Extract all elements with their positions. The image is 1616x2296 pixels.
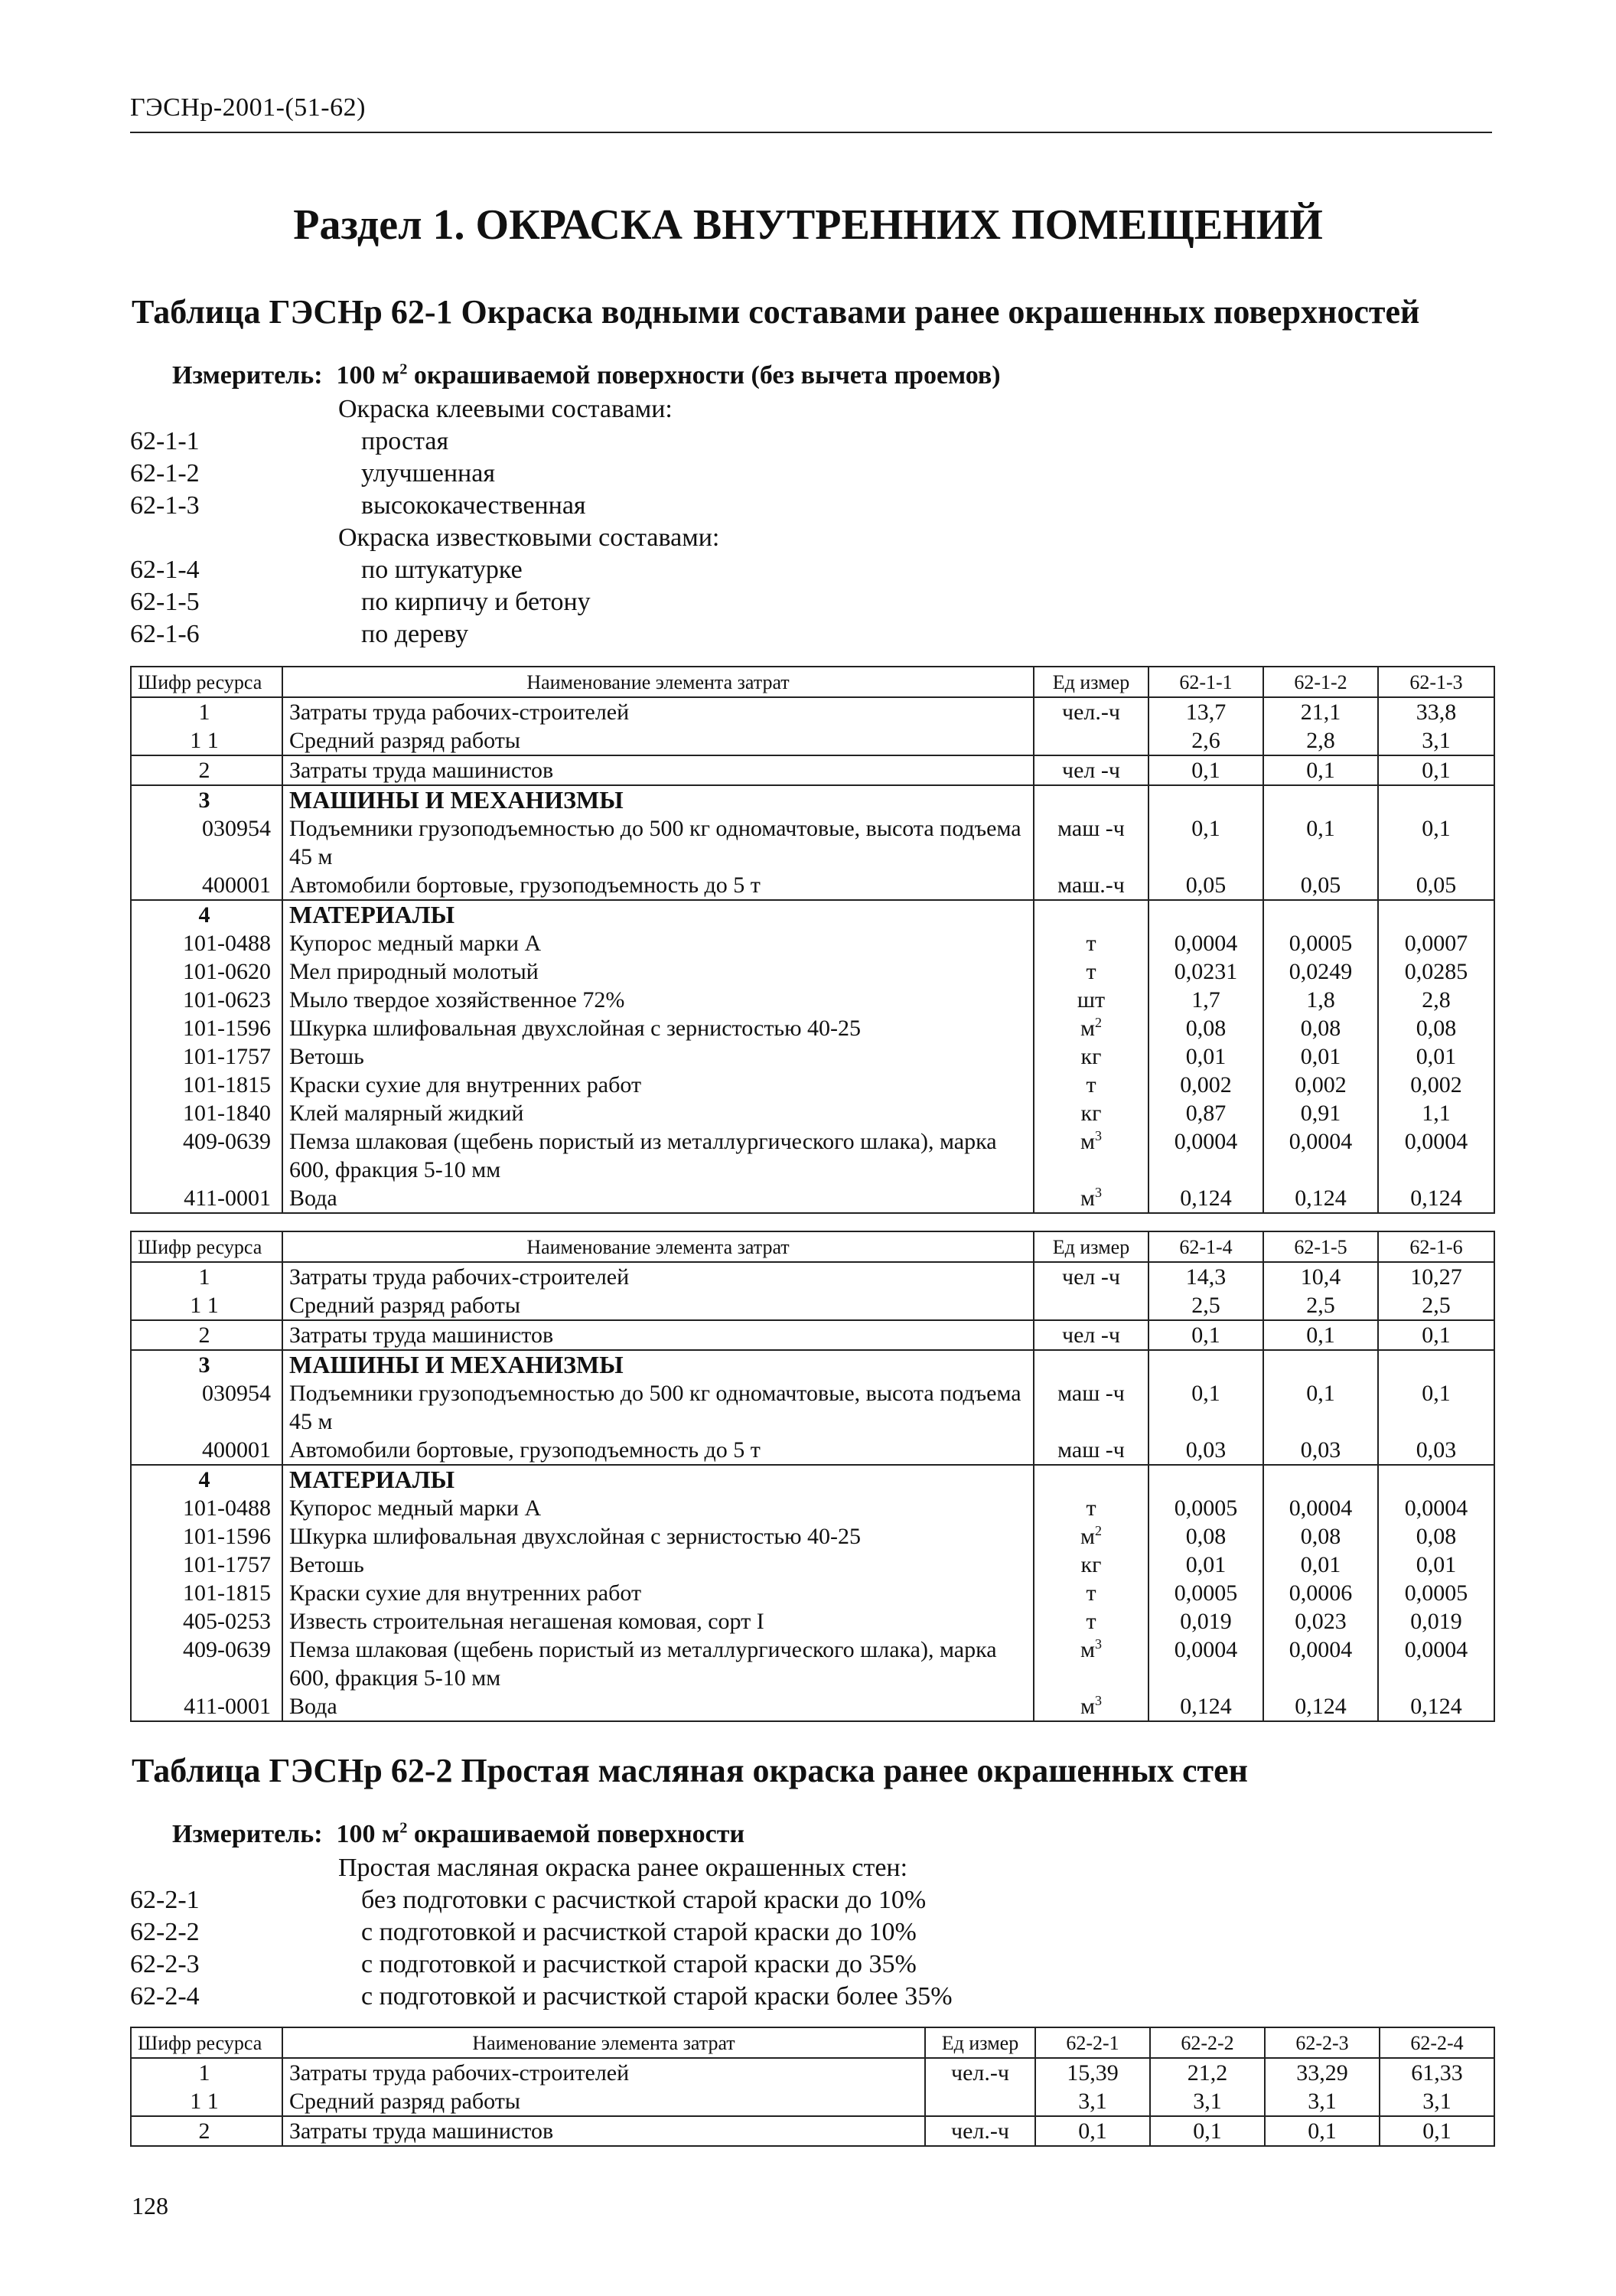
variant-item: 62-1-5 по кирпичу и бетону [130, 588, 591, 616]
resource-value [1148, 785, 1263, 814]
resource-unit [925, 2087, 1035, 2116]
table-62-2-meter [172, 1820, 744, 1849]
resource-name: Мыло твердое хозяйственное 72% [282, 986, 1034, 1014]
resource-code: 411-0001 [131, 1184, 282, 1213]
resource-value: 0,01 [1148, 1042, 1263, 1071]
resource-unit: маш.-ч [1034, 871, 1148, 900]
meter-label: Измеритель: [172, 361, 323, 390]
resource-code: 101-0620 [131, 957, 282, 986]
variant-item: 62-1-6 по дереву [130, 620, 469, 648]
resource-value: 0,124 [1378, 1184, 1494, 1213]
resource-unit: кг [1034, 1042, 1148, 1071]
resource-value: 0,124 [1148, 1184, 1263, 1213]
resource-unit: маш -ч [1034, 1436, 1148, 1465]
resource-value: 0,05 [1378, 871, 1494, 900]
table-row [131, 1291, 1494, 1320]
table-row [131, 1692, 1494, 1721]
resource-unit: кг [1034, 1099, 1148, 1127]
table-row [131, 900, 1494, 929]
resource-code: 1 [131, 2058, 282, 2087]
resource-value [1378, 900, 1494, 929]
resource-code: 2 [131, 2116, 282, 2146]
meter-unit-exponent: 2 [399, 1819, 408, 1837]
resource-name: Купорос медный марки А [282, 1494, 1034, 1522]
meter-description: окрашиваемой поверхности (без вычета проемов) [407, 361, 1001, 390]
resource-value: 1,1 [1378, 1099, 1494, 1127]
resource-code: 2 [131, 755, 282, 785]
resource-value [1263, 785, 1378, 814]
resource-name: Затраты труда рабочих-строителей [282, 697, 1034, 726]
table-row [131, 1127, 1494, 1184]
resource-value: 0,08 [1263, 1014, 1378, 1042]
resource-code: 1 1 [131, 2087, 282, 2116]
resource-value: 0,1 [1263, 1320, 1378, 1350]
table-row [131, 1379, 1494, 1436]
resource-value: 0,0004 [1148, 929, 1263, 957]
table-row [131, 1071, 1494, 1099]
resource-value: 0,019 [1148, 1607, 1263, 1636]
table-row [131, 785, 1494, 814]
resource-unit [1034, 1465, 1148, 1494]
table-header-row [131, 1231, 1494, 1262]
resource-code: 1 1 [131, 1291, 282, 1320]
table-header-row [131, 667, 1494, 697]
resource-value: 1,7 [1148, 986, 1263, 1014]
resource-unit: т [1034, 1607, 1148, 1636]
table-row [131, 1014, 1494, 1042]
resource-code: 405-0253 [131, 1607, 282, 1636]
resource-name: Клей малярный жидкий [282, 1099, 1034, 1127]
variant-item: 62-1-4 по штукатурке [130, 556, 523, 584]
resource-value: 0,01 [1378, 1042, 1494, 1071]
resource-value: 0,08 [1263, 1522, 1378, 1551]
resource-name: МАТЕРИАЛЫ [282, 900, 1034, 929]
resource-code: 101-1815 [131, 1071, 282, 1099]
resource-unit: чел.-ч [925, 2058, 1035, 2087]
table-row [131, 2116, 1494, 2146]
table-row [131, 1262, 1494, 1291]
header-variant: 62-1-5 [1263, 1231, 1378, 1262]
resource-value: 2,5 [1263, 1291, 1378, 1320]
resource-value: 0,019 [1378, 1607, 1494, 1636]
resource-name: Ветошь [282, 1042, 1034, 1071]
meter-unit-exponent: 2 [399, 360, 408, 378]
resource-value: 0,1 [1378, 1379, 1494, 1436]
resource-name: Известь строительная негашеная комовая, сорт I [282, 1607, 1034, 1636]
resource-value: 0,0249 [1263, 957, 1378, 986]
resource-value: 13,7 [1148, 697, 1263, 726]
resource-table-62-1-b [130, 1231, 1495, 1722]
resource-unit: кг [1034, 1551, 1148, 1579]
resource-name: Средний разряд работы [282, 2087, 925, 2116]
resource-value: 0,01 [1263, 1042, 1378, 1071]
header-variant: 62-1-1 [1148, 667, 1263, 697]
resource-name: Ветошь [282, 1551, 1034, 1579]
resource-value: 2,8 [1263, 726, 1378, 755]
resource-unit [1034, 785, 1148, 814]
resource-code: 101-0488 [131, 929, 282, 957]
resource-value: 0,0004 [1378, 1127, 1494, 1184]
table-row [131, 1042, 1494, 1071]
resource-name: Шкурка шлифовальная двухслойная с зернистостью 40-25 [282, 1014, 1034, 1042]
resource-value: 0,1 [1263, 814, 1378, 871]
variant-item: 62-2-1 без подготовки с расчисткой старой краски до 10% [130, 1886, 927, 1914]
resource-code: 400001 [131, 1436, 282, 1465]
resource-unit [1034, 726, 1148, 755]
resource-code: 101-1757 [131, 1042, 282, 1071]
header-code: Шифр ресурса [131, 667, 282, 697]
resource-value: 0,08 [1148, 1522, 1263, 1551]
variant-item: 62-1-2 улучшенная [130, 459, 495, 488]
resource-value: 21,1 [1263, 697, 1378, 726]
unit-exponent: 3 [1094, 1185, 1102, 1200]
header-unit: Ед измер [1034, 1231, 1148, 1262]
resource-value: 0,0005 [1378, 1579, 1494, 1607]
resource-name: МАШИНЫ И МЕХАНИЗМЫ [282, 1350, 1034, 1379]
resource-value: 0,1 [1265, 2116, 1380, 2146]
header-variant: 62-2-4 [1380, 2027, 1494, 2058]
header-unit: Ед измер [925, 2027, 1035, 2058]
header-variant: 62-2-1 [1035, 2027, 1150, 2058]
section-title: Раздел 1. ОКРАСКА ВНУТРЕННИХ ПОМЕЩЕНИЙ [293, 201, 1323, 249]
resource-unit: чел -ч [1034, 755, 1148, 785]
table-row [131, 1320, 1494, 1350]
table-row [131, 929, 1494, 957]
resource-name: Пемза шлаковая (щебень пористый из металлургического шлака), марка 600, фракция 5-10 мм [282, 1127, 1034, 1184]
resource-name: МАШИНЫ И МЕХАНИЗМЫ [282, 785, 1034, 814]
resource-value: 2,8 [1378, 986, 1494, 1014]
table-62-1-title: Таблица ГЭСНр 62-1 Окраска водными составами ранее окрашенных поверхностей [132, 293, 1420, 331]
table-row [131, 2087, 1494, 2116]
resource-name: Затраты труда машинистов [282, 1320, 1034, 1350]
resource-value: 0,91 [1263, 1099, 1378, 1127]
resource-name: Краски сухие для внутренних работ [282, 1579, 1034, 1607]
resource-unit: чел -ч [1034, 1320, 1148, 1350]
resource-value: 0,0005 [1148, 1579, 1263, 1607]
resource-value: 0,05 [1148, 871, 1263, 900]
resource-unit: т [1034, 1071, 1148, 1099]
header-code: Шифр ресурса [131, 2027, 282, 2058]
resource-name: Средний разряд работы [282, 1291, 1034, 1320]
resource-unit: $м^3$ [1034, 1636, 1148, 1692]
header-variant: 62-2-2 [1150, 2027, 1265, 2058]
table-row [131, 1636, 1494, 1692]
resource-value [1263, 1350, 1378, 1379]
resource-name: Шкурка шлифовальная двухслойная с зернистостью 40-25 [282, 1522, 1034, 1551]
resource-unit: т [1034, 957, 1148, 986]
resource-name: Затраты труда рабочих-строителей [282, 1262, 1034, 1291]
resource-name: Средний разряд работы [282, 726, 1034, 755]
resource-code: 030954 [131, 814, 282, 871]
resource-unit: шт [1034, 986, 1148, 1014]
resource-value: 0,0004 [1378, 1494, 1494, 1522]
variant-group: Окраска клеевыми составами: [338, 395, 673, 423]
resource-name: Вода [282, 1184, 1034, 1213]
resource-unit: т [1034, 1579, 1148, 1607]
resource-code: 101-1840 [131, 1099, 282, 1127]
resource-value: 0,0004 [1148, 1636, 1263, 1692]
resource-name: Подъемники грузоподъемностью до 500 кг одномачтовые, высота подъема 45 м [282, 814, 1034, 871]
resource-value: 3,1 [1035, 2087, 1150, 2116]
resource-value: 0,002 [1263, 1071, 1378, 1099]
resource-value: 0,1 [1378, 755, 1494, 785]
header-variant: 62-1-2 [1263, 667, 1378, 697]
resource-value: 0,05 [1263, 871, 1378, 900]
table-row [131, 1494, 1494, 1522]
resource-value: 21,2 [1150, 2058, 1265, 2087]
resource-code: 2 [131, 1320, 282, 1350]
resource-value: 33,8 [1378, 697, 1494, 726]
resource-value: 0,002 [1148, 1071, 1263, 1099]
table-row [131, 1607, 1494, 1636]
resource-value: 0,0004 [1263, 1636, 1378, 1692]
resource-value: 0,124 [1148, 1692, 1263, 1721]
header-variant: 62-1-6 [1378, 1231, 1494, 1262]
resource-table-62-1-a [130, 666, 1495, 1214]
resource-value [1263, 1465, 1378, 1494]
variant-group: Простая масляная окраска ранее окрашенных стен: [338, 1854, 908, 1882]
resource-code: 4 [131, 900, 282, 929]
table-62-1-variants [130, 393, 719, 651]
resource-value: 0,08 [1378, 1522, 1494, 1551]
table-row [131, 697, 1494, 726]
resource-value: 33,29 [1265, 2058, 1380, 2087]
resource-unit [1034, 1291, 1148, 1320]
resource-code: 101-1815 [131, 1579, 282, 1607]
resource-value: 0,1 [1148, 755, 1263, 785]
variant-item: 62-1-1 простая [130, 427, 449, 455]
resource-name: Краски сухие для внутренних работ [282, 1071, 1034, 1099]
page-number: 128 [132, 2192, 168, 2219]
resource-value: 0,1 [1263, 755, 1378, 785]
table-row [131, 1522, 1494, 1551]
variant-item: 62-2-2 с подготовкой и расчисткой старой краски до 10% [130, 1918, 917, 1946]
resource-value: 0,0006 [1263, 1579, 1378, 1607]
resource-code: 101-1757 [131, 1551, 282, 1579]
table-row [131, 814, 1494, 871]
table-62-2-title: Таблица ГЭСНр 62-2 Простая масляная окраска ранее окрашенных стен [132, 1752, 1249, 1789]
resource-value: 0,08 [1148, 1014, 1263, 1042]
meter-unit: 100 м [336, 1820, 400, 1848]
meter-unit: 100 м [336, 361, 400, 390]
resource-name: Автомобили бортовые, грузоподъемность до 5 т [282, 1436, 1034, 1465]
resource-code: 101-1596 [131, 1522, 282, 1551]
resource-value: 0,1 [1380, 2116, 1494, 2146]
resource-unit: маш -ч [1034, 1379, 1148, 1436]
resource-name: Вода [282, 1692, 1034, 1721]
resource-code: 3 [131, 1350, 282, 1379]
resource-code: 030954 [131, 1379, 282, 1436]
resource-value: 0,002 [1378, 1071, 1494, 1099]
resource-unit: $м^2$ [1034, 1522, 1148, 1551]
table-row [131, 1579, 1494, 1607]
resource-unit [1034, 1350, 1148, 1379]
table-62-1-meter [172, 361, 1001, 390]
variant-item: 62-1-3 высококачественная [130, 491, 586, 520]
resource-name: Затраты труда машинистов [282, 755, 1034, 785]
header-variant: 62-1-3 [1378, 667, 1494, 697]
resource-unit: чел.-ч [925, 2116, 1035, 2146]
resource-value: 3,1 [1150, 2087, 1265, 2116]
resource-value: 0,0005 [1148, 1494, 1263, 1522]
resource-code: 101-0623 [131, 986, 282, 1014]
resource-value: 1,8 [1263, 986, 1378, 1014]
resource-code: 1 1 [131, 726, 282, 755]
resource-value: 0,0285 [1378, 957, 1494, 986]
resource-code: 409-0639 [131, 1127, 282, 1184]
unit-exponent: 3 [1094, 1636, 1102, 1652]
table-row [131, 1099, 1494, 1127]
variant-group: Окраска известковыми составами: [338, 523, 720, 552]
resource-value: 61,33 [1380, 2058, 1494, 2087]
table-62-2-variants [130, 1852, 953, 2013]
resource-code: 3 [131, 785, 282, 814]
meter-description: окрашиваемой поверхности [407, 1820, 745, 1848]
table-row [131, 2058, 1494, 2087]
resource-value: 3,1 [1265, 2087, 1380, 2116]
resource-value: 0,03 [1378, 1436, 1494, 1465]
resource-value: 0,01 [1378, 1551, 1494, 1579]
resource-value: 0,124 [1263, 1692, 1378, 1721]
meter-label: Измеритель: [172, 1820, 323, 1848]
resource-table-62-2 [130, 2027, 1495, 2147]
table-row [131, 726, 1494, 755]
resource-value: 0,1 [1150, 2116, 1265, 2146]
table-row [131, 986, 1494, 1014]
resource-unit: чел.-ч [1034, 697, 1148, 726]
resource-value: 2,5 [1378, 1291, 1494, 1320]
header-variant: 62-2-3 [1265, 2027, 1380, 2058]
resource-value: 3,1 [1378, 726, 1494, 755]
resource-value: 0,1 [1035, 2116, 1150, 2146]
resource-value [1378, 785, 1494, 814]
resource-unit: $м^3$ [1034, 1127, 1148, 1184]
resource-value [1148, 1350, 1263, 1379]
table-row [131, 1350, 1494, 1379]
resource-value: 0,1 [1263, 1379, 1378, 1436]
resource-code: 101-1596 [131, 1014, 282, 1042]
unit-exponent: 2 [1094, 1523, 1102, 1538]
resource-value: 0,1 [1148, 1320, 1263, 1350]
resource-value: 0,03 [1148, 1436, 1263, 1465]
resource-unit: $м^2$ [1034, 1014, 1148, 1042]
resource-value: 0,1 [1378, 1320, 1494, 1350]
resource-code: 101-0488 [131, 1494, 282, 1522]
table-row [131, 1184, 1494, 1213]
table-row [131, 871, 1494, 900]
resource-value: 0,03 [1263, 1436, 1378, 1465]
resource-code: 411-0001 [131, 1692, 282, 1721]
table-row [131, 1436, 1494, 1465]
resource-code: 400001 [131, 871, 282, 900]
resource-name: Пемза шлаковая (щебень пористый из металлургического шлака), марка 600, фракция 5-10 мм [282, 1636, 1034, 1692]
resource-value: 0,0005 [1263, 929, 1378, 957]
resource-value: 14,3 [1148, 1262, 1263, 1291]
resource-value [1263, 900, 1378, 929]
resource-value: 2,6 [1148, 726, 1263, 755]
resource-value: 10,4 [1263, 1262, 1378, 1291]
resource-code: 4 [131, 1465, 282, 1494]
header-name: Наименование элемента затрат [282, 1231, 1034, 1262]
header-name: Наименование элемента затрат [282, 2027, 925, 2058]
table-header-row [131, 2027, 1494, 2058]
resource-unit: $м^3$ [1034, 1692, 1148, 1721]
resource-value: 0,08 [1378, 1014, 1494, 1042]
resource-name: МАТЕРИАЛЫ [282, 1465, 1034, 1494]
resource-code: 1 [131, 1262, 282, 1291]
resource-unit: т [1034, 929, 1148, 957]
resource-unit: т [1034, 1494, 1148, 1522]
resource-value: 0,0004 [1148, 1127, 1263, 1184]
resource-value: 0,124 [1378, 1692, 1494, 1721]
resource-value: 0,1 [1148, 814, 1263, 871]
resource-value: 10,27 [1378, 1262, 1494, 1291]
header-code: Шифр ресурса [131, 1231, 282, 1262]
unit-exponent: 3 [1094, 1693, 1102, 1708]
resource-value: 0,01 [1263, 1551, 1378, 1579]
table-row [131, 1551, 1494, 1579]
resource-name: Автомобили бортовые, грузоподъемность до 5 т [282, 871, 1034, 900]
resource-value: 0,0004 [1378, 1636, 1494, 1692]
resource-value: 0,023 [1263, 1607, 1378, 1636]
resource-name: Купорос медный марки А [282, 929, 1034, 957]
resource-name: Подъемники грузоподъемностью до 500 кг одномачтовые, высота подъема 45 м [282, 1379, 1034, 1436]
resource-value: 0,87 [1148, 1099, 1263, 1127]
header-rule [130, 132, 1492, 133]
resource-unit: $м^3$ [1034, 1184, 1148, 1213]
header-variant: 62-1-4 [1148, 1231, 1263, 1262]
variant-item: 62-2-3 с подготовкой и расчисткой старой краски до 35% [130, 1950, 917, 1978]
resource-value [1378, 1465, 1494, 1494]
table-row [131, 957, 1494, 986]
variant-item: 62-2-4 с подготовкой и расчисткой старой краски более 35% [130, 1982, 953, 2011]
resource-value [1148, 1465, 1263, 1494]
resource-unit: маш -ч [1034, 814, 1148, 871]
resource-value: 0,01 [1148, 1551, 1263, 1579]
resource-value: 0,0004 [1263, 1127, 1378, 1184]
resource-value [1378, 1350, 1494, 1379]
table-row [131, 755, 1494, 785]
resource-value: 0,0231 [1148, 957, 1263, 986]
table-row [131, 1465, 1494, 1494]
resource-code: 409-0639 [131, 1636, 282, 1692]
resource-value: 0,1 [1148, 1379, 1263, 1436]
resource-value: 0,124 [1263, 1184, 1378, 1213]
header-name: Наименование элемента затрат [282, 667, 1034, 697]
unit-exponent: 2 [1094, 1015, 1102, 1030]
resource-value: 15,39 [1035, 2058, 1150, 2087]
resource-name: Затраты труда машинистов [282, 2116, 925, 2146]
resource-value: 2,5 [1148, 1291, 1263, 1320]
resource-value: 0,0004 [1263, 1494, 1378, 1522]
header-unit: Ед измер [1034, 667, 1148, 697]
resource-value [1148, 900, 1263, 929]
resource-name: Мел природный молотый [282, 957, 1034, 986]
resource-value: 0,0007 [1378, 929, 1494, 957]
resource-value: 3,1 [1380, 2087, 1494, 2116]
resource-unit: чел -ч [1034, 1262, 1148, 1291]
resource-name: Затраты труда рабочих-строителей [282, 2058, 925, 2087]
resource-value: 0,1 [1378, 814, 1494, 871]
resource-code: 1 [131, 697, 282, 726]
resource-unit [1034, 900, 1148, 929]
running-title: ГЭСНр-2001-(51-62) [130, 93, 366, 122]
unit-exponent: 3 [1094, 1128, 1102, 1143]
